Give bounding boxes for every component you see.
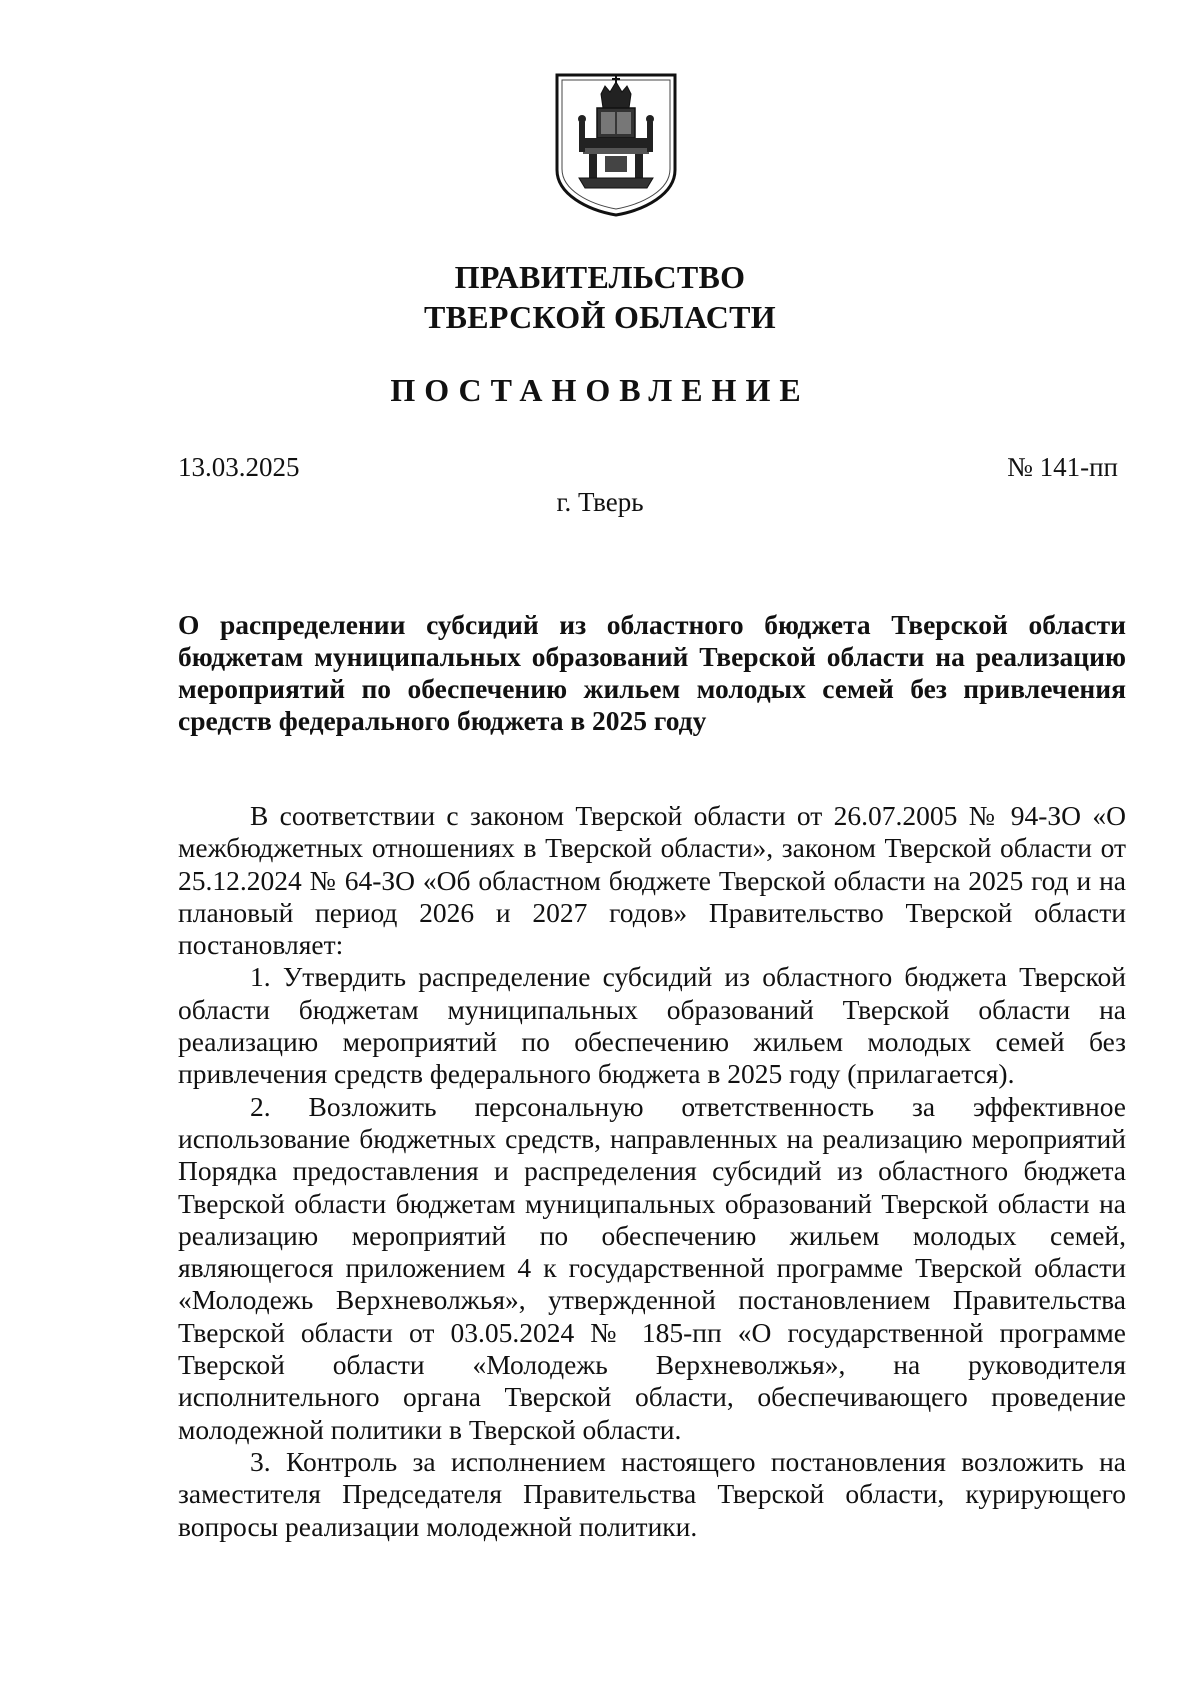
document-city: г. Тверь xyxy=(556,487,644,517)
clause-paragraph-2: 2. Возложить персональную ответственность за эффективное использование бюджетных средств, направленных на реализацию мероприятий Порядка предоставления и распределения субсидий из областного бюджета Тверской области бюджетам муниципальных образований Тверской области на реализацию мероприятий по обеспечению жильем молодых семей, являющегося приложением 4 к государственной программе Тверской области «Молодежь Верхневолжья», утвержденной постановлением Правительства Тверской области от 03.05.2024 № 185-пп «О государственной программе Тверской области «Молодежь Верхневолжья», на руководителя исполнительного органа Тверской области, обеспечивающего проведение молодежной политики в Тверской области. xyxy=(178,1090,1126,1445)
issuer-title-line-2: ТВЕРСКОЙ ОБЛАСТИ xyxy=(423,299,777,335)
clause-paragraph-1: 1. Утвердить распределение субсидий из областного бюджета Тверской области бюджетам муниципальных образований Тверской области на реализацию мероприятий по обеспечению жильем молодых семей без привлечения средств федерального бюджета в 2025 году (прилагается). xyxy=(178,961,1126,1090)
issuer-title-line-1: ПРАВИТЕЛЬСТВО xyxy=(454,259,746,295)
document-number: № 141-пп xyxy=(1007,452,1118,482)
document-subject: О распределении субсидий из областного бюджета Тверской области бюджетам муниципальных образований Тверской области на реализацию мероприятий по обеспечению жильем молодых семей без привлечения средств федерального бюджета в 2025 году xyxy=(178,609,1126,736)
document-body xyxy=(178,800,1126,1543)
clause-paragraph-3: 3. Контроль за исполнением настоящего постановления возложить на заместителя Председателя Правительства Тверской области, курирующего вопросы реализации молодежной политики. xyxy=(178,1445,1126,1542)
document-type-heading: ПОСТАНОВЛЕНИЕ xyxy=(390,372,810,408)
tver-coat-of-arms-icon xyxy=(553,72,679,218)
document-date: 13.03.2025 xyxy=(178,452,300,482)
preamble-paragraph: В соответствии с законом Тверской области от 26.07.2005 № 94-ЗО «О межбюджетных отношениях в Тверской области», законом Тверской области от 25.12.2024 № 64-ЗО «Об областном бюджете Тверской области на 2025 год и на плановый период 2026 и 2027 годов» Правительство Тверской области постановляет: xyxy=(178,800,1126,961)
